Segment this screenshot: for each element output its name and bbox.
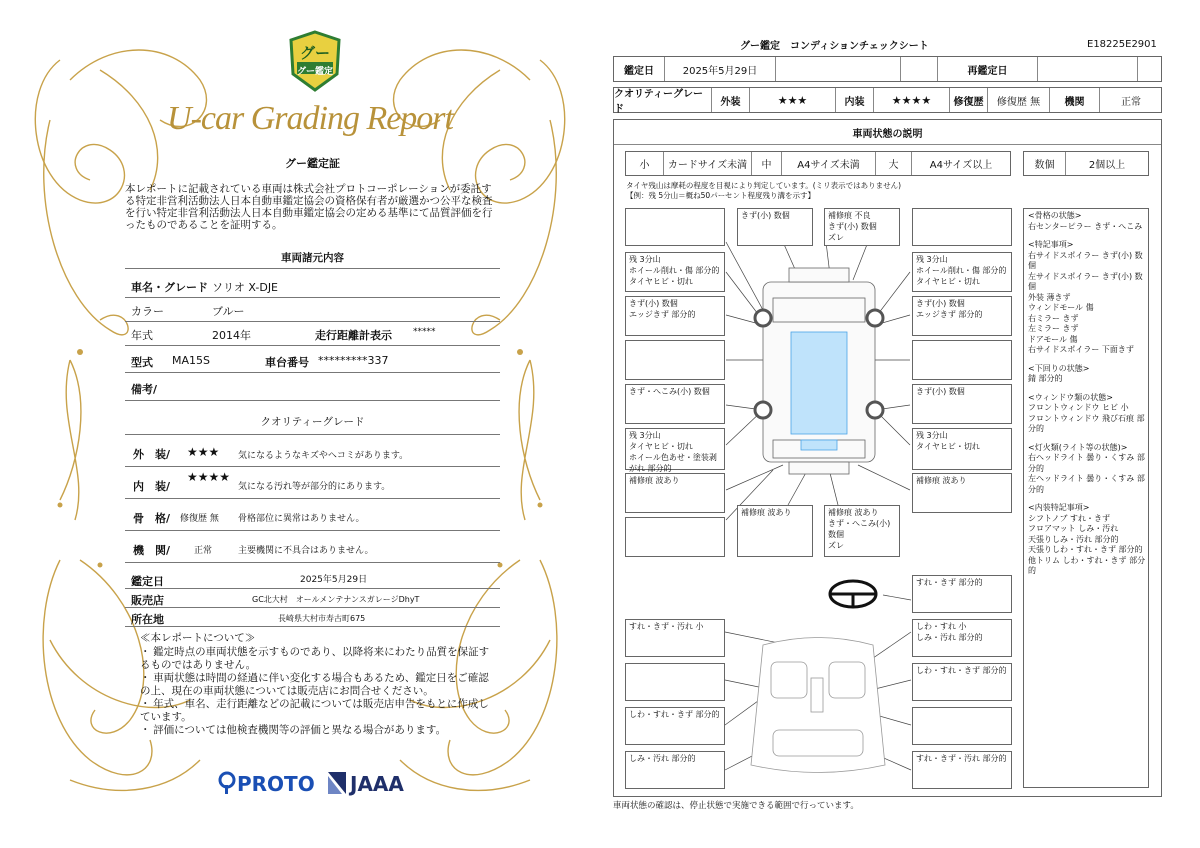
remarks-line: 右ヘッドライト 曇り・くすみ 部分的 — [1028, 453, 1145, 473]
grade-title: クオリティーグレード — [260, 416, 365, 428]
logo-text: グー鑑定 — [297, 67, 334, 77]
tire-note-2: 【例：残 5分山＝概ね50パーセント程度残り溝を示す】 — [626, 191, 816, 200]
frame-value: 修復歴 無 — [180, 514, 219, 524]
divider — [125, 626, 500, 627]
size-large: 大 — [876, 152, 912, 175]
car-name-value: ソリオ X-DJE — [212, 281, 279, 294]
divider — [125, 345, 500, 346]
certificate-heading: グー鑑定証 — [285, 157, 340, 170]
section-title: 車両状態の説明 — [614, 120, 1161, 145]
remarks-line — [1028, 495, 1148, 503]
int-box-right-4: すれ・きず・汚れ 部分的 — [912, 751, 1012, 789]
engine-label: 機関 — [1050, 88, 1100, 112]
ext-box — [625, 340, 725, 380]
repair-label: 修復歴 — [950, 88, 988, 112]
divider — [125, 562, 500, 563]
proto-brand: PROTO — [237, 772, 315, 796]
ext-stars: ★★★ — [750, 88, 836, 112]
address-value: 長崎県大村市寿古町675 — [278, 614, 366, 623]
interior-stars: ★★★★ — [187, 470, 231, 484]
engine-value: 正常 — [194, 546, 213, 556]
divider — [125, 297, 500, 298]
divider — [125, 434, 500, 435]
address-label: 所在地 — [131, 613, 164, 626]
date-label: 鑑定日 — [614, 57, 665, 81]
count-desc: 2個以上 — [1088, 160, 1126, 171]
dealer-value: GC北大村 オールメンテナンスガレージDhyT — [252, 595, 420, 604]
chassis-value: *********337 — [318, 354, 389, 367]
remarks-line: 左サイドスポイラー きず(小) 数個 — [1028, 271, 1143, 291]
divider — [125, 530, 500, 531]
remarks-line — [1028, 435, 1148, 443]
color-value: ブルー — [212, 305, 245, 318]
svg-text:グー: グー — [299, 44, 331, 62]
remarks-line: シフトノブ すれ・きず — [1028, 513, 1111, 523]
remarks-line: 外装 薄きず — [1028, 292, 1071, 302]
count-label: 数個 — [1024, 152, 1066, 175]
remarks-line: フロントウィンドウ ヒビ 小 — [1028, 403, 1129, 412]
exterior-desc: 気になるようなキズやヘコミがあります。 — [238, 451, 409, 461]
exterior-stars: ★★★ — [187, 445, 220, 459]
remarks-line: 右サイドスポイラー 下面きず — [1028, 345, 1134, 354]
divider — [125, 268, 500, 269]
ext-box-bottom-1: 補修痕 波あり — [737, 505, 813, 557]
int-label: 内装 — [836, 88, 874, 112]
int-stars: ★★★★ — [874, 88, 950, 112]
ext-box — [625, 517, 725, 557]
int-box-steering: すれ・きず 部分的 — [912, 575, 1012, 613]
remarks-line: フロントウィンドウ 飛び石痕 部分的 — [1028, 413, 1145, 433]
ext-box-bottom-2: 補修痕 波あり きず・へこみ(小) 数個 ズレ — [824, 505, 900, 557]
int-box — [912, 707, 1012, 745]
remarks-line: 左ミラー きず — [1028, 324, 1079, 333]
chassis-label: 車台番号 — [265, 356, 309, 369]
remarks-line: ドアモール 傷 — [1028, 334, 1078, 344]
frame-label: 骨 格/ — [133, 512, 171, 525]
date-value: 2025年5月29日 — [665, 57, 776, 81]
redate-value — [1038, 57, 1138, 81]
sheet-title: グー鑑定 コンディションチェックシート — [740, 41, 929, 52]
redate-label: 再鑑定日 — [938, 57, 1038, 81]
car-name-label: 車名・グレード — [131, 281, 208, 294]
remarks-line: 右サイドスポイラー きず(小) 数個 — [1028, 250, 1143, 270]
remarks-line: 他トリム しわ・すれ・きず 部分的 — [1028, 555, 1146, 575]
tire-note-1: タイヤ残山は摩耗の程度を目視により判定しています。(ミリ表示ではありません) — [626, 181, 902, 190]
model-value: MA15S — [172, 354, 210, 367]
ext-box — [625, 208, 725, 246]
ext-box-left-2: きず(小) 数個 エッジきず 部分的 — [625, 296, 725, 336]
remarks-line: <特記事項> — [1028, 240, 1074, 249]
remarks-line: 天張りしわ・すれ・きず 部分的 — [1028, 545, 1143, 554]
divider — [125, 321, 500, 322]
empty-cell — [1138, 57, 1162, 81]
remarks-line: 左ヘッドライト 曇り・くすみ 部分的 — [1028, 474, 1145, 494]
int-box-left-4: しみ・汚れ 部分的 — [625, 751, 725, 789]
report-script-title: U-car Grading Report — [167, 100, 453, 137]
size-small-desc: カードサイズ未満 — [664, 152, 752, 175]
engine-desc: 主要機関に不具合はありません。 — [238, 546, 374, 556]
color-label: カラー — [131, 305, 164, 318]
date-label: 鑑定日 — [131, 575, 164, 588]
ext-box-fl-tire: 残 3分山 ホイール削れ・傷 部分的 タイヤヒビ・切れ — [625, 252, 725, 292]
specs-title: 車両諸元内容 — [281, 252, 344, 264]
goo-kantei-logo — [287, 30, 343, 92]
ext-box-right-2: きず(小) 数個 エッジきず 部分的 — [912, 296, 1012, 336]
exterior-label: 外 装/ — [133, 448, 171, 461]
ext-box-rr-tire: 残 3分山 タイヤヒビ・切れ — [912, 428, 1012, 470]
year-label: 年式 — [131, 329, 153, 342]
sheet-id: E18225E2901 — [1087, 39, 1157, 50]
ext-box-top-mid-2: 補修痕 不良 きず(小) 数個 ズレ — [824, 208, 900, 246]
remarks-line: 右センターピラー きず・へこみ — [1028, 221, 1143, 231]
note-item: ・ 評価については他検査機関等の評価と異なる場合があります。 — [140, 725, 447, 736]
ext-box-right-6: 補修痕 波あり — [912, 473, 1012, 513]
ext-label: 外装 — [712, 88, 750, 112]
mileage-label: 走行距離計表示 — [315, 329, 392, 342]
int-box — [625, 663, 725, 701]
remarks-line: 錆 部分的 — [1028, 374, 1063, 383]
certificate-intro: 本レポートに記載されている車両は株式会社プロトコーポレーションが委託する特定非営利活動法人日本自動車鑑定協会の資格保有者が厳選かつ公平な検査を行い特定非営利活動法人日本自動車鑑定協会の定める基準にて品質評価を行ったものであることを証明する。 — [125, 184, 493, 231]
jaaa-logo-icon — [326, 770, 348, 796]
dealer-label: 販売店 — [131, 594, 164, 607]
repair-value: 修復歴 無 — [988, 88, 1050, 112]
note-item: ・ 年式、車名、走行距離などの記載については販売店申告をもとに作成しています。 — [140, 699, 489, 723]
notes-title: ≪本レポートについて≫ — [140, 633, 256, 644]
remarks-list — [1028, 211, 1148, 577]
remarks-line: 天張りしみ・汚れ 部分的 — [1028, 534, 1119, 544]
remarks-line: 右ミラー きず — [1028, 313, 1079, 323]
int-box-left-3: しわ・すれ・きず 部分的 — [625, 707, 725, 745]
ext-box-left-6: 補修痕 波あり — [625, 473, 725, 513]
remarks-line — [1028, 385, 1148, 393]
int-box-left-1: すれ・きず・汚れ 小 — [625, 619, 725, 657]
year-value: 2014年 — [212, 329, 251, 342]
remarks-line: フロアマット しみ・汚れ — [1028, 524, 1119, 533]
note-item: ・ 鑑定時点の車両状態を示すものであり、以降将来にわたり品質を保証するものではありません。 — [140, 647, 490, 671]
int-box-right-2: しわ・すれ・きず 部分的 — [912, 663, 1012, 701]
size-mid: 中 — [752, 152, 782, 175]
ext-box-rl-tire: 残 3分山 タイヤヒビ・切れ ホイール色あせ・塗装剥がれ 部分的 — [625, 428, 725, 470]
int-box-right-1: しわ・すれ 小 しみ・汚れ 部分的 — [912, 619, 1012, 657]
engine-value: 正常 — [1121, 96, 1141, 108]
remarks-line: <骨格の状態> — [1028, 211, 1082, 220]
quality-grade-label: クオリティーグレード — [614, 88, 712, 112]
divider — [125, 400, 500, 401]
size-mid-desc: A4サイズ未満 — [782, 152, 876, 175]
remarks-label: 備考/ — [131, 383, 158, 396]
interior-desc: 気になる汚れ等が部分的にあります。 — [238, 482, 391, 492]
remarks-line — [1028, 232, 1148, 240]
sheet-footer: 車両状態の確認は、停止状態で実施できる範囲で行っています。 — [613, 801, 859, 811]
divider — [125, 466, 500, 467]
proto-logo-icon — [218, 771, 236, 795]
date-value: 2025年5月29日 — [300, 575, 368, 585]
remarks-line: <内装特記事項> — [1028, 503, 1090, 512]
remarks-line — [1028, 356, 1148, 364]
divider — [125, 588, 500, 589]
ext-box-left-4: きず・へこみ(小) 数個 — [625, 384, 725, 424]
empty-cell — [901, 57, 938, 81]
size-small: 小 — [626, 152, 664, 175]
count-legend — [1023, 151, 1149, 176]
divider — [125, 498, 500, 499]
ext-box — [912, 208, 1012, 246]
frame-desc: 骨格部位に異常はありません。 — [238, 514, 365, 524]
mileage-value: ***** — [413, 327, 436, 337]
ext-box-fr-tire: 残 3分山 ホイール削れ・傷 部分的 タイヤヒビ・切れ — [912, 252, 1012, 292]
divider — [125, 372, 500, 373]
note-item: ・ 車両状態は時間の経過に伴い変化する場合もあるため、鑑定日をご確認の上、現在の車両状態については販売店にお問合せください。 — [140, 673, 489, 697]
remarks-line: <ウィンドウ類の状態> — [1028, 392, 1113, 402]
size-large-desc: A4サイズ以上 — [929, 160, 993, 171]
jaaa-brand: JAAA — [350, 772, 404, 796]
model-label: 型式 — [131, 356, 153, 369]
interior-label: 内 装/ — [133, 480, 171, 493]
divider — [125, 607, 500, 608]
remarks-line: <灯火類(ライト等の状態)> — [1028, 442, 1128, 452]
remarks-line: <下回りの状態> — [1028, 363, 1090, 373]
ext-box-right-4: きず(小) 数個 — [912, 384, 1012, 424]
quality-row — [613, 87, 1162, 113]
date-row — [613, 56, 1162, 82]
notes-list — [140, 646, 490, 737]
engine-label: 機 関/ — [133, 544, 171, 557]
empty-cell — [776, 57, 901, 81]
ext-box-top-mid-1: きず(小) 数個 — [737, 208, 813, 246]
remarks-line: ウィンドモール 傷 — [1028, 303, 1094, 312]
ext-box — [912, 340, 1012, 380]
size-legend — [625, 151, 1011, 176]
